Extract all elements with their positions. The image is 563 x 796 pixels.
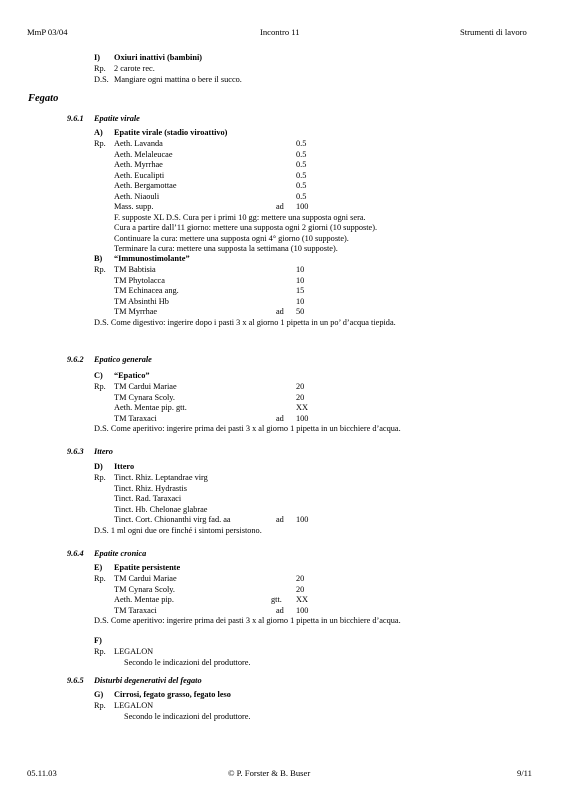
ingredient-name: Aeth. Mentae pip. <box>114 595 174 604</box>
section-number: 9.6.1 <box>67 114 84 123</box>
section-title: Epatite virale <box>94 114 140 123</box>
ingredient-quantity: 50 <box>296 307 305 316</box>
ingredient-name: TM Taraxaci <box>114 605 157 615</box>
rx-title-I: Oxiuri inattivi (bambini) <box>114 53 203 62</box>
instruction-note: Secondo le indicazioni del produttore. <box>124 657 251 667</box>
ingredient-quantity: 20 <box>296 382 305 391</box>
ingredient-name: LEGALON <box>114 701 154 710</box>
ingredient-quantity: 10 <box>296 275 305 285</box>
rp-label: Rp. <box>94 139 106 148</box>
section-title: Epatite cronica <box>94 549 147 558</box>
dosage-instruction: D.S. 1 ml ogni due ore finché i sintomi persistono. <box>94 525 262 535</box>
ingredient-name: Aeth. Mentae pip. gtt. <box>114 403 187 412</box>
ingredient-unit: ad <box>276 605 284 615</box>
ingredient-name: LEGALON <box>114 647 154 656</box>
rp-label: Rp. <box>94 574 106 583</box>
rx-title: Epatite virale (stadio viroattivo) <box>114 128 228 137</box>
rp-label: Rp. <box>94 473 106 482</box>
rx-title: “Epatico” <box>114 371 150 380</box>
rp-label: Rp. <box>94 64 106 73</box>
ingredient-name: Tinct. Cort. Chionanthi virg fad. aa <box>114 515 231 524</box>
header-left: MmP 03/04 <box>27 27 68 37</box>
ingredient-unit: ad <box>276 202 284 211</box>
ingredient-name: Aeth. Melaleucae <box>114 149 173 159</box>
ingredient-name: Aeth. Myrrhae <box>114 160 163 169</box>
chapter-title: Fegato <box>28 93 59 104</box>
rx-letter: F) <box>94 636 102 645</box>
ingredient-name: TM Absinthi Hb <box>114 296 169 306</box>
ingredient-name: TM Cynara Scoly. <box>114 584 175 594</box>
ingredient-quantity: XX <box>296 595 308 604</box>
ingredient-quantity: 10 <box>296 296 305 306</box>
ingredient-quantity: 0.5 <box>296 181 307 190</box>
ingredient-unit: ad <box>276 413 284 423</box>
rx-letter-I: I) <box>94 53 100 62</box>
ingredient-quantity: 100 <box>296 605 309 615</box>
dosage-instruction: D.S. Come aperitivo: ingerire prima dei pasti 3 x al giorno 1 pipetta in un bicchiere d’acqua. <box>94 424 401 433</box>
section-number: 9.6.2 <box>67 355 84 364</box>
ingredient-name: Aeth. Niaouli <box>114 191 160 201</box>
instruction-note: Continuare la cura: mettere una supposta ogni 4° giorno (10 supposte). <box>114 233 349 243</box>
ds-label: D.S. <box>94 75 109 84</box>
ingredient-unit: ad <box>276 515 284 524</box>
instruction-note: Cura a partire dall’11 giorno: mettere una supposta ogni 2 giorni (10 supposte). <box>114 223 378 232</box>
dosage-instruction: D.S. Come aperitivo: ingerire prima dei pasti 3 x al giorno 1 pipetta in un bicchiere d’acqua. <box>94 616 401 625</box>
rx-title: Ittero <box>114 462 135 471</box>
section-number: 9.6.4 <box>67 549 84 558</box>
rp-text: 2 carote rec. <box>114 64 155 73</box>
ingredient-quantity: 0.5 <box>296 149 307 159</box>
section-title: Disturbi degenerativi del fegato <box>94 676 202 685</box>
header-center: Incontro 11 <box>260 27 300 37</box>
rx-letter: G) <box>94 690 104 699</box>
ingredient-name: Mass. supp. <box>114 202 154 211</box>
ingredient-quantity: 0.5 <box>296 170 307 180</box>
ingredient-name: Tinct. Rhiz. Leptandrae virg <box>114 473 208 482</box>
instruction-note: Terminare la cura: mettere una supposta la settimana (10 supposte). <box>114 244 338 253</box>
ingredient-name: Tinct. Rhiz. Hydrastis <box>114 483 187 493</box>
ingredient-quantity: 20 <box>296 574 305 583</box>
ds-text: Mangiare ogni mattina o bere il succo. <box>114 75 242 84</box>
ingredient-quantity: 0.5 <box>296 160 307 169</box>
ingredient-quantity: 100 <box>296 515 309 524</box>
rx-title: “Immunostimolante” <box>114 254 190 263</box>
ingredient-quantity: 0.5 <box>296 139 307 148</box>
ingredient-unit: ad <box>276 307 284 316</box>
ingredient-name: TM Cynara Scoly. <box>114 392 175 402</box>
rp-label: Rp. <box>94 647 106 656</box>
section-title: Epatico generale <box>94 355 152 364</box>
dosage-instruction: D.S. Come digestivo: ingerire dopo i pasti 3 x al giorno 1 pipetta in un po’ d’acqua tiepida. <box>94 317 396 327</box>
ingredient-name: TM Taraxaci <box>114 413 157 423</box>
ingredient-name: TM Echinacea ang. <box>114 286 179 295</box>
footer-copyright: © P. Forster & B. Buser <box>228 768 311 778</box>
ingredient-quantity: 20 <box>296 584 305 594</box>
instruction-note: F. supposte XL D.S. Cura per i primi 10 gg: mettere una supposta ogni sera. <box>114 212 366 222</box>
ingredient-name: TM Cardui Mariae <box>114 382 177 391</box>
rp-label: Rp. <box>94 265 106 274</box>
ingredient-name: Aeth. Eucalipti <box>114 170 165 180</box>
rx-letter: B) <box>94 254 103 263</box>
instruction-note: Secondo le indicazioni del produttore. <box>124 711 251 721</box>
rp-label: Rp. <box>94 701 106 710</box>
ingredient-name: TM Babtisia <box>114 265 156 274</box>
ingredient-name: TM Myrrhae <box>114 307 158 316</box>
rx-letter: D) <box>94 462 103 471</box>
rx-title: Epatite persistente <box>114 563 181 572</box>
rx-letter: C) <box>94 371 103 380</box>
ingredient-quantity: XX <box>296 403 308 412</box>
ingredient-quantity: 20 <box>296 392 305 402</box>
ingredient-unit: gtt. <box>271 595 282 604</box>
ingredient-name: Tinct. Rad. Taraxaci <box>114 494 182 503</box>
ingredient-quantity: 15 <box>296 286 305 295</box>
ingredient-name: TM Phytolacca <box>114 275 165 285</box>
ingredient-quantity: 0.5 <box>296 191 307 201</box>
ingredient-name: Aeth. Lavanda <box>114 139 163 148</box>
ingredient-name: TM Cardui Mariae <box>114 574 177 583</box>
footer-page-number: 9/11 <box>517 768 532 778</box>
rx-letter: A) <box>94 128 103 137</box>
rx-title: Cirrosi, fegato grasso, fegato leso <box>114 690 231 699</box>
ingredient-name: Aeth. Bergamottae <box>114 181 177 190</box>
ingredient-quantity: 10 <box>296 265 305 274</box>
section-title: Ittero <box>94 447 113 456</box>
rx-letter: E) <box>94 563 103 572</box>
ingredient-quantity: 100 <box>296 202 309 211</box>
header-right: Strumenti di lavoro <box>460 27 527 37</box>
ingredient-quantity: 100 <box>296 413 309 423</box>
section-number: 9.6.5 <box>67 676 84 685</box>
rp-label: Rp. <box>94 382 106 391</box>
ingredient-name: Tinct. Hb. Chelonae glabrae <box>114 504 208 514</box>
footer-date: 05.11.03 <box>27 768 57 778</box>
section-number: 9.6.3 <box>67 447 84 456</box>
